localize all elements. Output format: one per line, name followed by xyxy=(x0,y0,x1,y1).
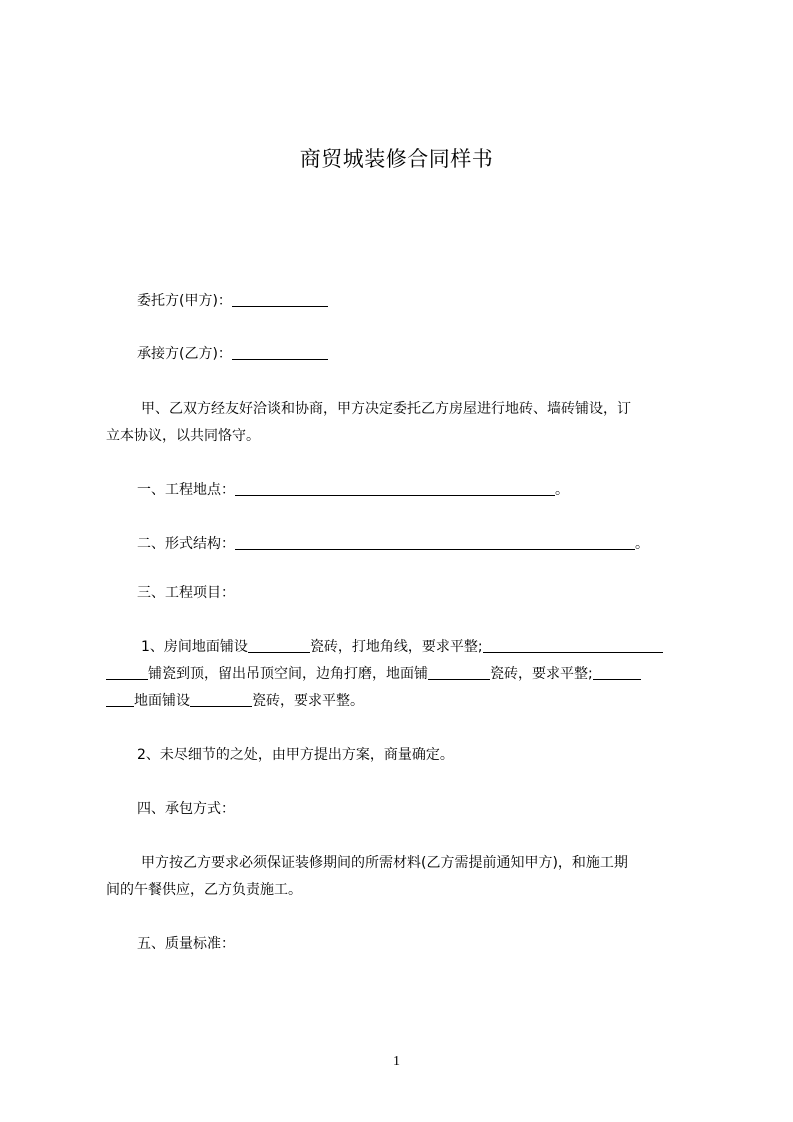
intro-line-2: 立本协议，以共同恪守。 xyxy=(106,428,260,444)
item-1-text-b: 瓷砖，打地角线，要求平整; xyxy=(309,639,483,655)
item-1-line-3 xyxy=(106,688,706,715)
client-blank[interactable] xyxy=(232,291,328,307)
intro-line-1: 甲、乙双方经友好洽谈和协商，甲方决定委托乙方房屋进行地砖、墙砖铺设，订 xyxy=(141,401,631,417)
item-2: 2、未尽细节的之处，由甲方提出方案，商量确定。 xyxy=(137,747,454,763)
room-tile-blank[interactable] xyxy=(248,637,310,653)
client-line xyxy=(137,288,737,315)
item-1-line-1 xyxy=(141,634,741,661)
other-tile-blank[interactable] xyxy=(190,691,252,707)
item-1-text-f: 瓷砖，要求平整。 xyxy=(252,693,364,709)
contractor-label: 承接方(乙方)： xyxy=(137,346,232,362)
item-1-line-2 xyxy=(106,661,706,688)
section-4-line-1: 甲方按乙方要求必须保证装修期间的所需材料(乙方需提前通知甲方)，和施工期 xyxy=(141,855,628,871)
page-number: 1 xyxy=(393,1054,400,1069)
wall-tile-area-blank-cont[interactable] xyxy=(106,664,148,680)
floor-tile-blank[interactable] xyxy=(428,664,490,680)
section-1-line xyxy=(137,477,737,504)
wall-tile-area-blank[interactable] xyxy=(483,637,663,653)
document-title: 商贸城装修合同样书 xyxy=(299,147,494,171)
section-4-heading: 四、承包方式： xyxy=(137,801,235,817)
item-1-text-e: 地面铺设 xyxy=(134,693,190,709)
section-2-label: 二、形式结构： xyxy=(137,536,235,552)
structure-type-blank[interactable] xyxy=(235,534,635,550)
section-2-line xyxy=(137,531,737,558)
section-5-heading: 五、质量标准： xyxy=(137,936,235,952)
other-area-blank[interactable] xyxy=(593,664,641,680)
section-2-end: 。 xyxy=(635,536,649,552)
project-location-blank[interactable] xyxy=(235,480,555,496)
section-1-end: 。 xyxy=(555,482,569,498)
item-1-text-c: 铺瓷到顶，留出吊顶空间，边角打磨，地面铺 xyxy=(148,666,428,682)
contractor-blank[interactable] xyxy=(232,344,328,360)
item-1-text-a: 1、房间地面铺设 xyxy=(141,639,248,655)
section-4-line-2: 间的午餐供应，乙方负责施工。 xyxy=(106,882,302,898)
client-label: 委托方(甲方)： xyxy=(137,293,232,309)
section-3-heading: 三、工程项目： xyxy=(137,585,235,601)
other-area-blank-cont[interactable] xyxy=(106,691,134,707)
contractor-line xyxy=(137,341,737,368)
section-1-label: 一、工程地点： xyxy=(137,482,235,498)
item-1-text-d: 瓷砖，要求平整; xyxy=(490,666,593,682)
